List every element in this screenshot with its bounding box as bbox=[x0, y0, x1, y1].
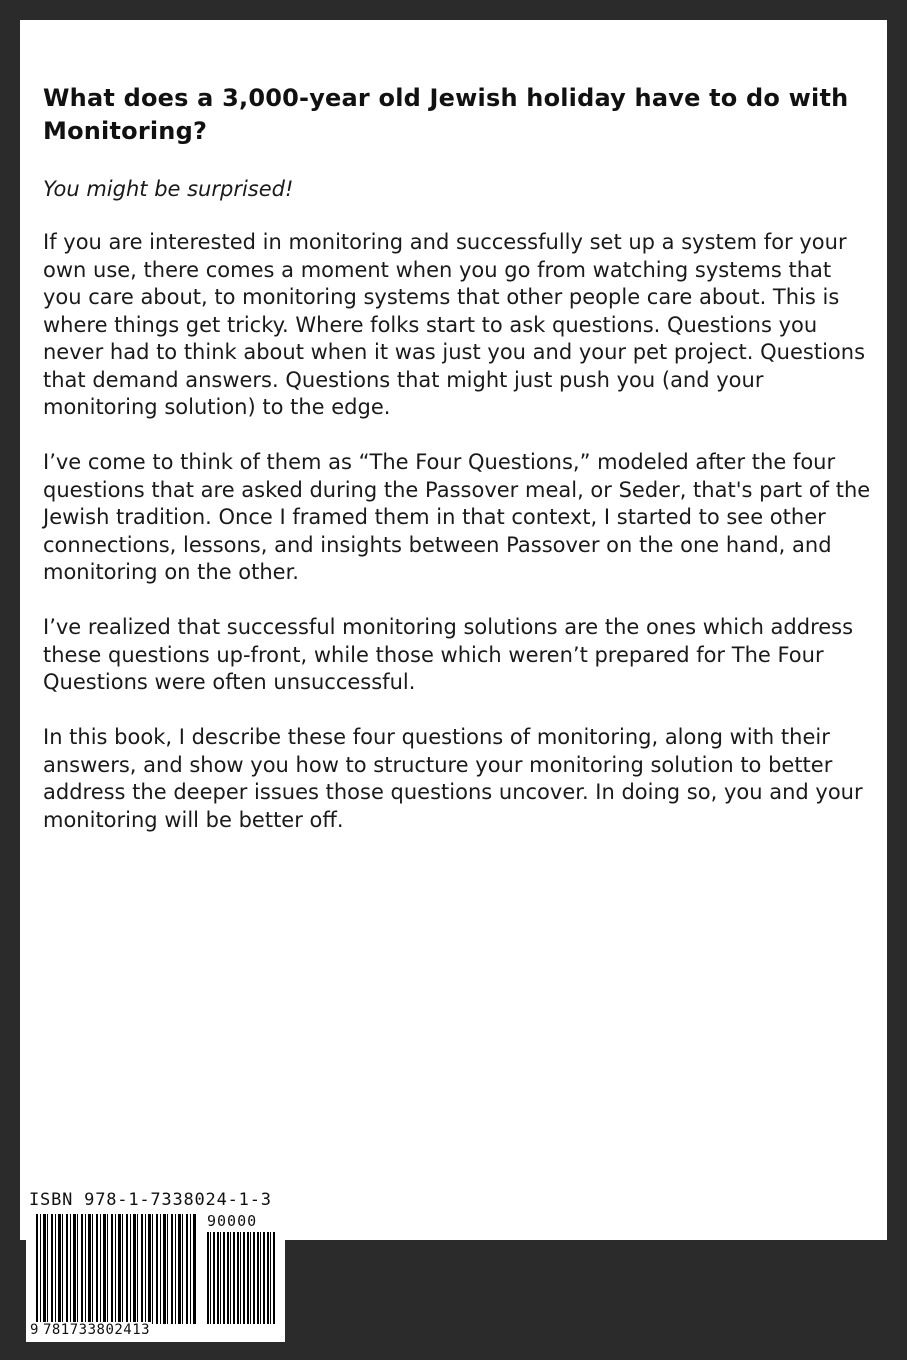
headline: What does a 3,000-year old Jewish holiday have to do with Monitoring? bbox=[43, 84, 849, 145]
tagline: You might be surprised! bbox=[43, 177, 294, 201]
addon-barcode-bars bbox=[207, 1232, 277, 1324]
ean-remaining-digits: 781733802413 bbox=[42, 1322, 151, 1338]
blurb-paragraph-3: I’ve realized that successful monitoring solutions are the ones which address these questions up-front, while those which weren’t prepared for The Four Questions were often unsuccessful. bbox=[43, 615, 854, 694]
blurb bbox=[43, 229, 873, 862]
isbn-label: ISBN 978-1-7338024-1-3 bbox=[29, 1190, 272, 1210]
ean-first-digit: 9 bbox=[30, 1322, 39, 1338]
blurb-paragraph-4: In this book, I describe these four questions of monitoring, along with their answers, and show you how to structure your monitoring solution to better address the deeper issues those questions uncover. In doing so, you and your monitoring will be better off. bbox=[43, 725, 863, 832]
blurb-paragraph-2: I’ve come to think of them as “The Four Questions,” modeled after the four questions that are asked during the Passover meal, or Seder, that's part of the Jewish tradition. Once I framed them in that context, I started to see other connections, lessons, and insights between Passover on the one hand, and monitoring on the other. bbox=[43, 450, 871, 584]
blurb-paragraph-1: If you are interested in monitoring and successfully set up a system for your own use, there comes a moment when you go from watching systems that you care about, to monitoring systems that other people care about. This is where things get tricky. Where folks start to ask questions. Questions you never had to think about when it was just you and your pet project. Questions that demand answers. Questions that might just push you (and your monitoring solution) to the edge. bbox=[43, 230, 866, 419]
isbn-barcode bbox=[26, 1188, 285, 1342]
ean-digits bbox=[28, 1322, 152, 1338]
price-code: 90000 bbox=[207, 1212, 258, 1230]
back-cover-page bbox=[20, 20, 887, 1240]
ean-barcode-bars bbox=[36, 1214, 197, 1324]
